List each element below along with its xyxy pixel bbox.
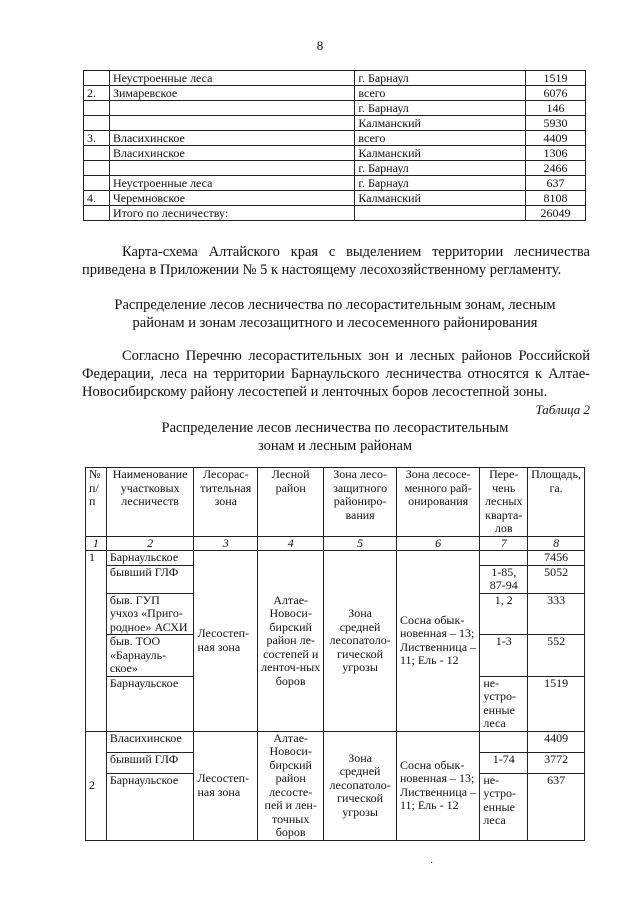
scan-speck: · (430, 858, 434, 869)
table-row (84, 176, 586, 191)
column-number: 8 (528, 536, 585, 551)
area-value: 2466 (526, 161, 586, 176)
area-value: 7456 (528, 551, 585, 566)
forestry-name: Власихинское (109, 131, 354, 146)
forestry-name: Власихинское (106, 731, 194, 752)
municipality: г. Барнаул (355, 71, 526, 86)
total-label: Итого по лесничеству: (109, 206, 354, 221)
area-value: 4409 (526, 131, 586, 146)
forestry-name (109, 116, 354, 131)
quarters: не-устро-енные леса (480, 773, 528, 840)
row-number (84, 161, 110, 176)
forestry-name: Неустроенные леса (109, 176, 354, 191)
row-number (84, 101, 110, 116)
municipality (355, 206, 526, 221)
column-number: 1 (86, 536, 107, 551)
forest-zone-paragraph: Согласно Перечню лесорастительных зон и лесных районов Российской Федерации, леса на территории Барнаульского лесничества относятся к Алтае-Новосибирскому району лесостепей и ленточных боров лесостепной зоны. (82, 348, 590, 400)
area-value: 1519 (526, 71, 586, 86)
table-row (86, 731, 585, 752)
area-value: 1306 (526, 146, 586, 161)
area-value: 552 (528, 635, 585, 677)
forestry-name: Неустроенные леса (109, 71, 354, 86)
header-cell: Зона лесосе-менного рай-онирования (396, 468, 479, 537)
header-cell: Пере-чень лесных кварта-лов (480, 468, 528, 537)
forestry-name (109, 101, 354, 116)
column-number: 5 (324, 536, 397, 551)
quarters (480, 731, 528, 752)
protection-zone: Зона средней лесопатоло-гической угрозы (324, 551, 397, 732)
row-number: 4. (84, 191, 110, 206)
area-value: 1519 (528, 676, 585, 731)
area-value: 146 (526, 101, 586, 116)
row-number: 2. (84, 86, 110, 101)
area-value: 637 (526, 176, 586, 191)
forestry-name: Барнаульское (106, 773, 194, 840)
column-number: 7 (480, 536, 528, 551)
quarters: 1, 2 (480, 593, 528, 635)
quarters: 1-74 (480, 752, 528, 773)
forestry-name: бывший ГЛФ (106, 752, 194, 773)
table-row (86, 551, 585, 566)
municipality: г. Барнаул (355, 176, 526, 191)
table-row-total (84, 206, 586, 221)
table-row (84, 131, 586, 146)
area-value: 4409 (528, 731, 585, 752)
table-row (84, 146, 586, 161)
forestry-name: Зимаревское (109, 86, 354, 101)
vegetation-zone: Лесостеп-ная зона (194, 551, 258, 732)
vegetation-zone: Лесостеп-ная зона (194, 731, 258, 840)
protection-zone: Зона средней лесопатоло-гической угрозы (324, 731, 397, 840)
municipality: всего (355, 86, 526, 101)
municipality: Калманский (355, 116, 526, 131)
map-reference-paragraph: Карта-схема Алтайского края с выделением территории лесничества приведена в Приложении № 5 к настоящему лесохозяйственному регламенту. (82, 244, 590, 278)
column-number: 4 (258, 536, 324, 551)
quarters: 1-85, 87-94 (480, 565, 528, 593)
row-number (84, 176, 110, 191)
area-value: 333 (528, 593, 585, 635)
municipality: г. Барнаул (355, 101, 526, 116)
forestry-name: быв. ГУП учхоз «Приго-родное» АСХИ (106, 593, 194, 635)
area-value: 5930 (526, 116, 586, 131)
column-number: 2 (106, 536, 194, 551)
total-area-value: 26049 (526, 206, 586, 221)
forest-district: Алтае-Новоси-бирский район ле-состепей и ленточ-ных боров (258, 551, 324, 732)
forestry-name: бывший ГЛФ (106, 565, 194, 593)
seed-zone: Сосна обык-новенная – 13; Лиственница – 11; Ель - 12 (396, 551, 479, 732)
page-number: 8 (316, 38, 324, 53)
table-row (84, 116, 586, 131)
section-heading: Распределение лесов лесничества по лесорастительным зонам, лесным районам и зонам лесозащитного и лесосеменного районирования (114, 297, 556, 331)
row-number (84, 71, 110, 86)
table-row (84, 101, 586, 116)
column-number: 3 (194, 536, 258, 551)
header-cell: Наименование участковых лесничеств (106, 468, 194, 537)
seed-zone: Сосна обык-новенная – 13; Лиственница – 11; Ель - 12 (396, 731, 479, 840)
column-number-row (86, 536, 585, 551)
table-heading: Распределение лесов лесничества по лесорастительным зонам и лесным районам (161, 420, 509, 454)
group-number: 2 (86, 731, 107, 840)
row-number (84, 146, 110, 161)
forestry-name: Власихинское (109, 146, 354, 161)
header-cell: Зона лесо-защитного райониро-вания (324, 468, 397, 537)
forestry-name (109, 161, 354, 176)
area-value: 5052 (528, 565, 585, 593)
forestry-name: Барнаульское (106, 676, 194, 731)
group-number: 1 (86, 551, 107, 732)
quarters: не-устро-енные леса (480, 676, 528, 731)
forest-distribution-table (85, 467, 585, 841)
header-cell: Площадь, га. (528, 468, 585, 537)
forest-district: Алтае-Новоси-бирский район лесосте-пей и лен-точных боров (258, 731, 324, 840)
municipality: Калманский (355, 191, 526, 206)
area-value: 637 (528, 773, 585, 840)
municipality: Калманский (355, 146, 526, 161)
table-row (84, 191, 586, 206)
table-row (84, 86, 586, 101)
forestry-name: Барнаульское (106, 551, 194, 566)
header-cell: Лесорас-тительная зона (194, 468, 258, 537)
column-number: 6 (396, 536, 479, 551)
table-row (84, 161, 586, 176)
forestry-name: Черемновское (109, 191, 354, 206)
row-number: 3. (84, 131, 110, 146)
area-value: 8108 (526, 191, 586, 206)
table-row (84, 71, 586, 86)
table-label: Таблица 2 (535, 402, 590, 417)
forestry-summary-table (83, 70, 586, 221)
header-cell: Лесной район (258, 468, 324, 537)
municipality: всего (355, 131, 526, 146)
quarters (480, 551, 528, 566)
area-value: 6076 (526, 86, 586, 101)
row-number (84, 206, 110, 221)
forestry-name: быв. ТОО «Барнауль-ское» (106, 635, 194, 677)
header-cell: № п/п (86, 468, 107, 537)
row-number (84, 116, 110, 131)
quarters: 1-3 (480, 635, 528, 677)
table-header-row (86, 468, 585, 537)
municipality: г. Барнаул (355, 161, 526, 176)
area-value: 3772 (528, 752, 585, 773)
